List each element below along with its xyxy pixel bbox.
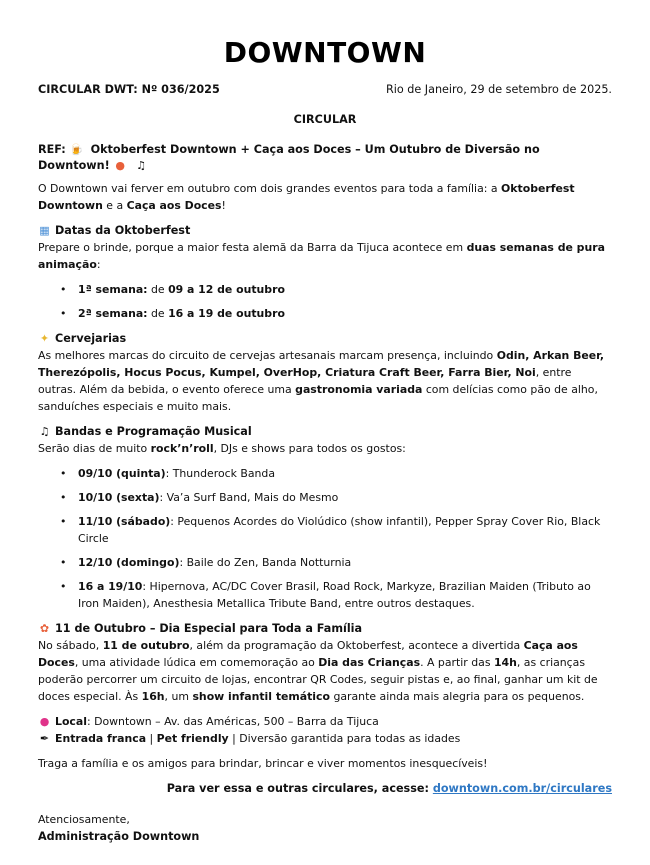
location-text: : Downtown – Av. das Américas, 500 – Barra da Tijuca (86, 715, 379, 728)
breweries-paragraph (38, 347, 612, 415)
list-item (38, 281, 612, 298)
closing-paragraph: Traga a família e os amigos para brindar, brincar e viver momentos inesquecíveis! (38, 757, 488, 770)
week-text: de (147, 307, 169, 320)
breweries-text: As melhores marcas do circuito de cervejas artesanais marcam presença, incluindo (38, 349, 497, 362)
breweries-heading: Cervejarias (55, 332, 127, 345)
bands-heading: Bandas e Programação Musical (55, 425, 252, 438)
calendar-icon: ▦ (39, 224, 50, 237)
bands-bold: rock’n’roll (150, 442, 214, 455)
kids-text: , além da programação da Oktoberfest, acontece a divertida (189, 639, 524, 652)
band-day: 10/10 (sexta) (78, 491, 160, 504)
breweries-text: com delícias como pão de alho, sanduíches especiais e muito mais. (38, 383, 598, 413)
band-day: 12/10 (domingo) (78, 556, 180, 569)
list-item (38, 305, 612, 322)
list-item (38, 578, 612, 612)
band-acts: : Pequenos Acordes do Violúdico (show infantil), Pepper Spray Cover Rio, Black Circle (78, 515, 601, 545)
intro-bold: Caça aos Doces (126, 199, 222, 212)
band-acts: : Hipernova, AC/DC Cover Brasil, Road Rock, Markyze, Brazilian Maiden (Tributo ao Iron Maiden), Anesthesia Metallica Tribute Band, entre outros destaques. (78, 580, 591, 610)
section-heading (38, 423, 612, 440)
dates-section (38, 222, 612, 322)
kids-section (38, 620, 612, 705)
band-acts: : Thunderock Banda (165, 467, 276, 480)
week-label: 2ª semana: (78, 307, 148, 320)
intro-text: e a (102, 199, 127, 212)
ref-label: REF: (38, 143, 66, 156)
dates-paragraph (38, 239, 612, 273)
kids-heading: 11 de Outubro – Dia Especial para Toda a Família (55, 622, 363, 635)
bands-text: Serão dias de muito (38, 442, 151, 455)
location-label: Local (55, 715, 87, 728)
band-day: 16 a 19/10 (78, 580, 143, 593)
beer-mug-icon: 🍺 (69, 143, 84, 156)
entry-text: | Diversão garantida para todas as idades (228, 732, 461, 745)
entry-separator: | (146, 732, 157, 745)
signature-greeting: Atenciosamente, (38, 813, 130, 826)
section-heading (38, 330, 612, 347)
breweries-text: , entre outras. Além da bebida, o evento oferece uma (38, 366, 572, 396)
section-heading (38, 620, 612, 637)
list-item (38, 554, 612, 571)
dates-heading: Datas da Oktoberfest (55, 224, 191, 237)
kids-text: No sábado, (38, 639, 103, 652)
kids-text: . A partir das (420, 656, 494, 669)
weeks-list (38, 281, 612, 322)
music-notes-icon: ♫ (39, 425, 50, 438)
list-item (38, 489, 612, 506)
pumpkin-icon: ● (115, 159, 125, 172)
kids-bold: 16h (141, 690, 165, 703)
band-acts: : Baile do Zen, Banda Notturnia (179, 556, 352, 569)
bands-section (38, 423, 612, 612)
circular-header (38, 82, 612, 98)
band-day: 11/10 (sábado) (78, 515, 171, 528)
kids-text: , as crianças poderão percorrer um circuito de lojas, encontrar QR Codes, seguir pistas e, ao final, ganhar um kit de doces especial. Às (38, 656, 598, 703)
reference-line (38, 142, 612, 174)
kids-bold: show infantil temático (192, 690, 330, 703)
list-item (38, 513, 612, 547)
list-item (38, 465, 612, 482)
week-text: de (147, 283, 169, 296)
breweries-bold: gastronomia variada (295, 383, 423, 396)
more-text: Para ver essa e outras circulares, acesse: (166, 782, 433, 795)
document-title: CIRCULAR (293, 113, 357, 126)
downtown-logo: DOWNTOWN (223, 36, 427, 69)
circular-number: CIRCULAR DWT: Nº 036/2025 (38, 83, 220, 96)
candy-icon: ✿ (39, 622, 50, 635)
bands-paragraph (38, 440, 612, 457)
kids-bold: 11 de outubro (102, 639, 190, 652)
cheers-icon: ✦ (39, 332, 50, 345)
bands-list (38, 465, 612, 612)
more-line (38, 780, 612, 797)
bands-text: , DJs e shows para todos os gostos: (213, 442, 406, 455)
dates-bold: duas semanas de pura animação (38, 241, 605, 271)
section-heading (38, 222, 612, 239)
entry-bold: Pet friendly (156, 732, 229, 745)
breweries-section (38, 330, 612, 415)
intro-paragraph (38, 180, 612, 214)
intro-text: O Downtown vai ferver em outubro com dois grandes eventos para toda a família: a (38, 182, 502, 195)
week-range: 09 a 12 de outubro (168, 283, 285, 296)
pin-icon: ● (39, 715, 50, 728)
intro-bold: Oktoberfest Downtown (38, 182, 575, 212)
ref-text: Oktoberfest Downtown + Caça aos Doces – Um Outubro de Diversão no Downtown! (38, 143, 540, 172)
entry-line (38, 730, 612, 747)
kids-text: garante ainda mais alegria para os pequenos. (329, 690, 585, 703)
kids-bold: Dia das Crianças (318, 656, 421, 669)
kids-bold: Caça aos Doces (38, 639, 578, 669)
dates-text: : (96, 258, 101, 271)
entry-bold: Entrada franca (55, 732, 147, 745)
pen-icon: ✒ (39, 732, 50, 745)
music-notes-icon: ♫ (136, 159, 146, 172)
week-label: 1ª semana: (78, 283, 148, 296)
circulares-link[interactable]: downtown.com.br/circulares (432, 782, 612, 795)
kids-bold: 14h (493, 656, 517, 669)
signature-name: Administração Downtown (38, 830, 200, 843)
document-page (38, 0, 612, 865)
location-line (38, 713, 612, 730)
dates-text: Prepare o brinde, porque a maior festa alemã da Barra da Tijuca acontece em (38, 241, 467, 254)
kids-text: , uma atividade lúdica em comemoração ao (74, 656, 319, 669)
band-day: 09/10 (quinta) (78, 467, 166, 480)
intro-text: ! (221, 199, 226, 212)
breweries-bold: Odin, Arkan Beer, Therezópolis, Hocus Pocus, Kumpel, OverHop, Criatura Craft Beer, Farra Bier, Noi (38, 349, 605, 379)
kids-paragraph (38, 637, 612, 705)
week-range: 16 a 19 de outubro (168, 307, 285, 320)
band-acts: : Va’a Surf Band, Mais do Mesmo (159, 491, 339, 504)
circular-date: Rio de Janeiro, 29 de setembro de 2025. (385, 83, 612, 96)
kids-text: , um (164, 690, 193, 703)
